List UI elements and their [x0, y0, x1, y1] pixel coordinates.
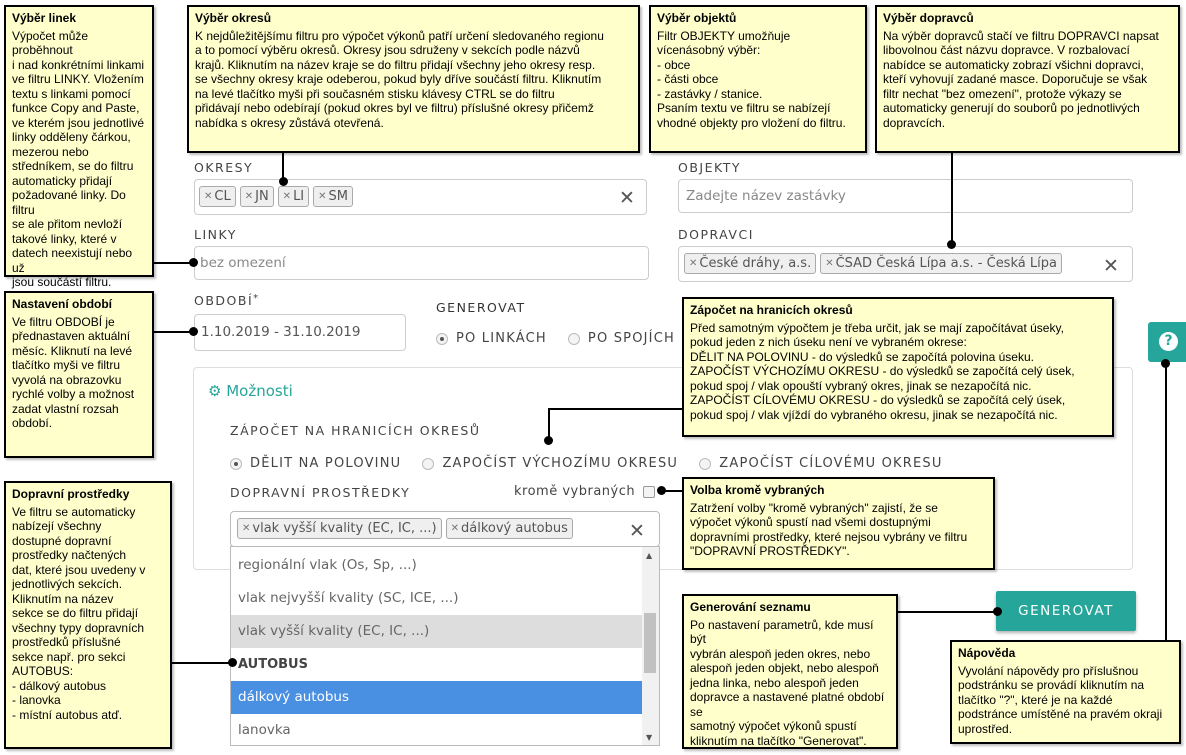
connector-dot: [947, 240, 956, 249]
tag-remove-icon[interactable]: ✕: [825, 258, 834, 269]
note-dopravni-prostredky: Dopravní prostředky Ve filtru se automaticky nabízejí všechny dostupné dopravní prostředky načtených dat, které jsou uvedeny v jednotlivých sekcích. Kliknutím na název sekce se do filtru přidají všechny typy dopravních prostředků příslušné sekce např. pro sekci AUTOBUS: - dálkový autobus - lanovka - místní autobus atď.: [4, 481, 172, 749]
krome-label: kromě vybraných: [514, 484, 636, 499]
scroll-thumb[interactable]: [644, 613, 656, 673]
okresy-field[interactable]: [194, 179, 647, 215]
tag-remove-icon[interactable]: ✕: [450, 523, 459, 534]
tag-label: CL: [214, 189, 231, 204]
krome-vybranych[interactable]: [514, 484, 655, 499]
moznosti-header[interactable]: [208, 382, 293, 400]
dopravci-tag[interactable]: [684, 253, 816, 274]
dropdown-group-header[interactable]: AUTOBUS: [238, 657, 308, 672]
zapocet-label: ZÁPOČET NA HRANICÍCH OKRESŮ: [230, 423, 481, 438]
note-generovani: Generování seznamu Po nastavení parametrů, kde musí být vybrán alespoň jeden okres, nebo alespoň jeden objekt, nebo alespoň jedna linka, nebo alespoň jeden dopravce a nastavené platné období se samotný výpočet výkonů spustí kliknutím na tlačítko "Generovat".: [682, 594, 898, 749]
scroll-down-icon[interactable]: ▼: [646, 733, 653, 742]
tag-label: SM: [328, 189, 348, 204]
tag-label: ČSAD Česká Lípa a.s. - Česká Lípa: [835, 256, 1057, 271]
note-volba-krome: Volba kromě vybraných Zatržení volby "kromě vybraných" zajistí, že se výpočet výkonů spustí nad všemi dostupnými dopravními prostředky, které nejsou vybrány ve filtru "DOPRAVNÍ PROSTŘEDKY".: [682, 477, 995, 570]
note-vyber-okresu: Výběr okresů K nejdůležitějšímu filtru pro výpočet výkonů patří určení sledovaného regionu a to pomocí výběru okresů. Okresy jsou sdruženy v sekcích podle názvů krajů. Kliknutím na název kraje se do filtru přidají všechny jeho okresy resp. se všechny okresy kraje odeberou, pokud byly dříve součástí filtru. Kliknutím na levé tlačítko myši při současném stisku klávesy CTRL se do filtru přidávají nebo odebírají (pokud okres byl ve filtru) příslušné okresy přičemž nabídka s okresy zůstává otevřená.: [187, 5, 640, 153]
connector-dot: [1161, 359, 1170, 368]
connector-line: [1165, 364, 1167, 642]
connector-dot: [189, 258, 198, 267]
connector-line: [896, 611, 998, 613]
connector-dot: [657, 486, 666, 495]
radio-checked-icon[interactable]: [230, 458, 242, 470]
scroll-up-icon[interactable]: ▲: [646, 551, 653, 560]
linky-label: LINKY: [194, 227, 237, 242]
dropdown-option[interactable]: vlak nejvyšší kvality (SC, ICE, ...): [238, 590, 459, 606]
linky-field[interactable]: [194, 246, 649, 280]
dropdown-option[interactable]: regionální vlak (Os, Sp, ...): [238, 557, 417, 573]
dopravci-tags: [684, 253, 1066, 274]
generate-button[interactable]: GENEROVAT: [996, 591, 1136, 631]
note-vyber-dopravcu: Výběr dopravců Na výběr dopravců stačí ve filtru DOPRAVCI napsat libovolnou část názvu dopravce. V rozbalovací nabídce se automaticky zobrazí všichni dopravci, kteří vyhovují zadané masce. Doporučuje se však filtr nechat "bez omezení", protože výkazy se automaticky generují do souborů po jednotlivých dopravcích.: [875, 5, 1180, 153]
connector-dot: [544, 436, 553, 445]
okresy-tags: [199, 186, 357, 207]
connector-line: [170, 662, 232, 664]
dropdown-scrollbar[interactable]: [642, 547, 659, 745]
prostredky-label: DOPRAVNÍ PROSTŘEDKY: [230, 485, 411, 500]
obdobi-label: OBDOBÍ*: [194, 293, 260, 308]
linky-placeholder: bez omezení: [200, 255, 286, 271]
prostredky-tags: [237, 518, 577, 539]
help-icon: ?: [1159, 332, 1178, 351]
radio-checked-icon[interactable]: [436, 333, 448, 345]
tag-label: vlak vyšší kvality (EC, IC, ...): [252, 521, 437, 536]
obdobi-field[interactable]: [194, 314, 406, 351]
connector-dot: [189, 327, 198, 336]
radio-unchecked-icon[interactable]: [699, 458, 711, 470]
dopravci-tag[interactable]: [820, 253, 1062, 274]
tag-remove-icon[interactable]: ✕: [244, 191, 254, 202]
note-vyber-objektu: Výběr objektů Filtr OBJEKTY umožňuje vícenásobný výběr: - obce - části obce - zastávky / stanice. Psaním textu ve filtru se nabízejí vhodné objekty pro vložení do filtru.: [649, 5, 867, 153]
tag-remove-icon[interactable]: ✕: [689, 258, 698, 269]
obdobi-value: 1.10.2019 - 31.10.2019: [201, 324, 361, 340]
prostredky-tag[interactable]: [446, 518, 573, 539]
clear-dopravci-icon[interactable]: ✕: [1103, 255, 1119, 277]
radio-po-spojich[interactable]: PO SPOJÍCH: [568, 328, 675, 347]
tag-label: LI: [293, 189, 305, 204]
radio-cilovemu[interactable]: ZAPOČÍST CÍLOVÉMU OKRESU: [699, 453, 942, 472]
tag-remove-icon[interactable]: ✕: [318, 191, 327, 202]
tag-label: České dráhy, a.s.: [699, 256, 812, 271]
okresy-tag[interactable]: [313, 186, 353, 207]
connector-line: [152, 331, 192, 333]
okresy-label: OKRESY: [194, 160, 254, 175]
prostredky-field[interactable]: [230, 511, 660, 547]
connector-line: [548, 408, 684, 410]
radio-po-linkach[interactable]: PO LINKÁCH: [436, 328, 547, 347]
generovat-label: GENEROVAT: [436, 300, 526, 315]
dropdown-option[interactable]: lanovka: [238, 722, 291, 738]
dopravci-field[interactable]: [678, 246, 1133, 282]
clear-prostredky-icon[interactable]: ✕: [629, 520, 645, 542]
connector-line: [152, 262, 192, 264]
tag-remove-icon[interactable]: ✕: [204, 191, 213, 202]
note-napoveda: Nápověda Vyvolání nápovědy pro příslušnou podstránku se provádí kliknutím na tlačítko "?", které je na každé podstránce umístěné na pravém okraji uprostřed.: [950, 640, 1181, 744]
note-zapocet: Zápočet na hranicích okresů Před samotným výpočtem je třeba určit, jak se mají započítávat úseky, pokud jeden z nich úseku není ve vybraném okrese: DĚLIT NA POLOVINU - do výsledků se započítá polovina úseku. ZAPOČÍST VÝCHOZÍMU OKRESU - do výsledků se započítá celý úsek, pokud spoj / vlak opouští vybraný okres, jinak se nezapočítá nic. ZAPOČÍST CÍLOVÉMU OKRESU - do výsledků se započítá celý úsek, pokud spoj / vlak vjíždí do vybraného okresu, jinak se nezapočítá nic.: [682, 297, 1114, 437]
connector-dot: [228, 658, 237, 667]
note-vyber-linek: Výběr linek Výpočet může proběhnout i nad konkrétními linkami ve filtru LINKY. Vložením textu s linkami pomocí funkce Copy and Paste, ve kterém jsou jednotlivé linky odděleny čárkou, mezerou nebo středníkem, se do filtru automaticky přidají požadované linky. Do filtru se ale přitom nevloží takové linky, které v datech neexistují nebo už jsou součástí filtru.: [4, 5, 154, 277]
moznosti-title: Možnosti: [226, 382, 293, 400]
prostredky-dropdown[interactable]: [230, 546, 660, 746]
clear-okresy-icon[interactable]: ✕: [619, 187, 635, 209]
dropdown-option-highlighted[interactable]: dálkový autobus: [231, 681, 642, 714]
tag-label: dálkový autobus: [461, 521, 568, 536]
zapocet-options: [230, 453, 943, 472]
dropdown-option-selected[interactable]: vlak vyšší kvality (EC, IC, ...): [231, 615, 642, 648]
krome-checkbox[interactable]: [643, 486, 655, 498]
okresy-tag[interactable]: [240, 186, 274, 207]
generovat-options: [436, 328, 675, 347]
prostredky-tag[interactable]: [237, 518, 442, 539]
radio-delit[interactable]: DĚLIT NA POLOVINU: [230, 453, 401, 472]
connector-dot: [279, 177, 288, 186]
objekty-field[interactable]: [678, 179, 1133, 213]
objekty-placeholder: Zadejte název zastávky: [686, 188, 846, 204]
connector-line: [951, 152, 953, 244]
tag-label: JN: [255, 189, 269, 204]
radio-unchecked-icon[interactable]: [422, 458, 434, 470]
connector-dot: [993, 607, 1002, 616]
radio-unchecked-icon[interactable]: [568, 333, 580, 345]
gears-icon: ⚙: [208, 382, 222, 400]
okresy-tag[interactable]: [199, 186, 236, 207]
dopravci-label: DOPRAVCI: [678, 227, 754, 242]
tag-remove-icon[interactable]: ✕: [242, 523, 251, 534]
note-nastaveni-obdobi: Nastavení období Ve filtru OBDOBÍ je přednastaven aktuální měsíc. Kliknutí na levé tlačítko myši ve filtru vyvolá na obrazovku rychlé volby a možnost zadat vlastní rozsah období.: [4, 291, 154, 458]
okresy-tag[interactable]: [278, 186, 309, 207]
help-button[interactable]: [1148, 322, 1186, 362]
tag-remove-icon[interactable]: ✕: [282, 191, 292, 202]
objekty-label: OBJEKTY: [678, 160, 741, 175]
radio-vychozimu[interactable]: ZAPOČÍST VÝCHOZÍMU OKRESU: [422, 453, 678, 472]
